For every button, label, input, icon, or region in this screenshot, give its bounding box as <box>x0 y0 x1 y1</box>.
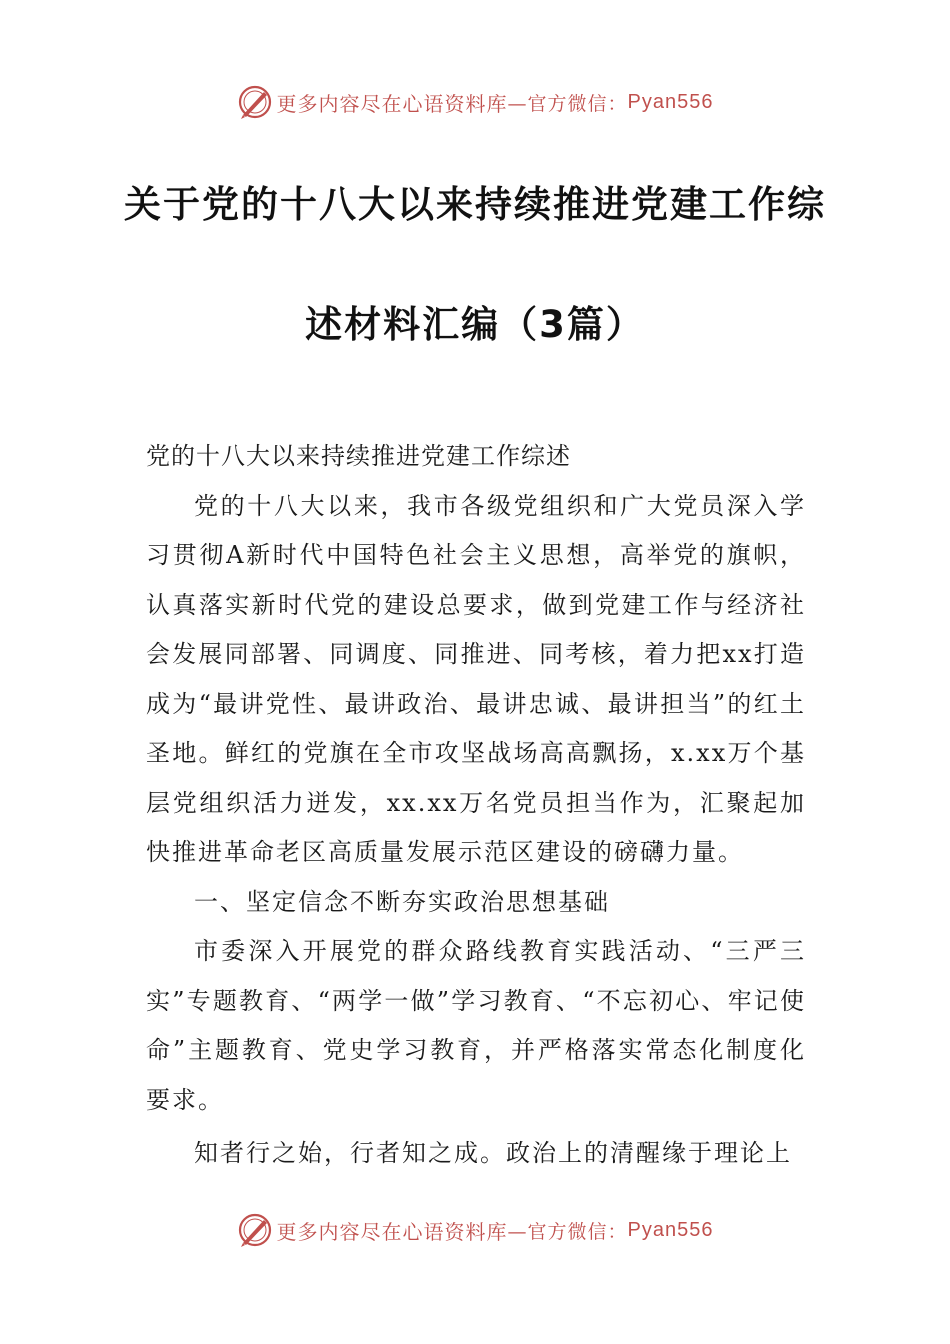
section-heading: 党的十八大以来持续推进党建工作综述 <box>146 442 571 470</box>
watermark-wechat-id: Pyan556 <box>627 90 714 113</box>
watermark-contact-label: —官方微信： <box>507 92 628 115</box>
pen-logo-icon <box>237 84 273 120</box>
watermark-text: 更多内容尽在心语资料库 <box>276 1219 508 1244</box>
paragraph: 知者行之始，行者知之成。政治上的清醒缘于理论上 <box>194 1139 792 1167</box>
document-title-line1: 关于党的十八大以来持续推进党建工作综 <box>124 183 826 226</box>
paragraph: 市委深入开展党的群众路线教育实践活动、“三严三实”专题教育、“两学一做”学习教育、“不忘初心、牢记使命”主题教育、党史学习教育，并严格落实常态化制度化要求。 <box>146 937 806 1114</box>
pen-logo-icon <box>237 1212 273 1248</box>
watermark-wechat-id: Pyan556 <box>627 1218 714 1241</box>
watermark-banner-top <box>0 82 950 122</box>
watermark-text: 更多内容尽在心语资料库 <box>276 91 508 116</box>
watermark-banner-bottom <box>0 1210 950 1250</box>
paragraph: 党的十八大以来，我市各级党组织和广大党员深入学习贯彻A新时代中国特色社会主义思想，高举党的旗帜，认真落实新时代党的建设总要求，做到党建工作与经济社会发展同部署、同调度、同推进、同考核，着力把xx打造成为“最讲党性、最讲政治、最讲忠诚、最讲担当”的红土圣地。鲜红的党旗在全市攻坚战场高高飘扬，x.xx万个基层党组织活力迸发，xx.xx万名党员担当作为，汇聚起加快推进革命老区高质量发展示范区建设的磅礴力量。 <box>146 491 806 866</box>
document-body <box>146 432 806 1179</box>
subheading: 一、坚定信念不断夯实政治思想基础 <box>194 887 610 916</box>
document-title-line2: 述材料汇编（3篇） <box>305 303 645 346</box>
watermark-contact-label: —官方微信： <box>507 1220 628 1243</box>
